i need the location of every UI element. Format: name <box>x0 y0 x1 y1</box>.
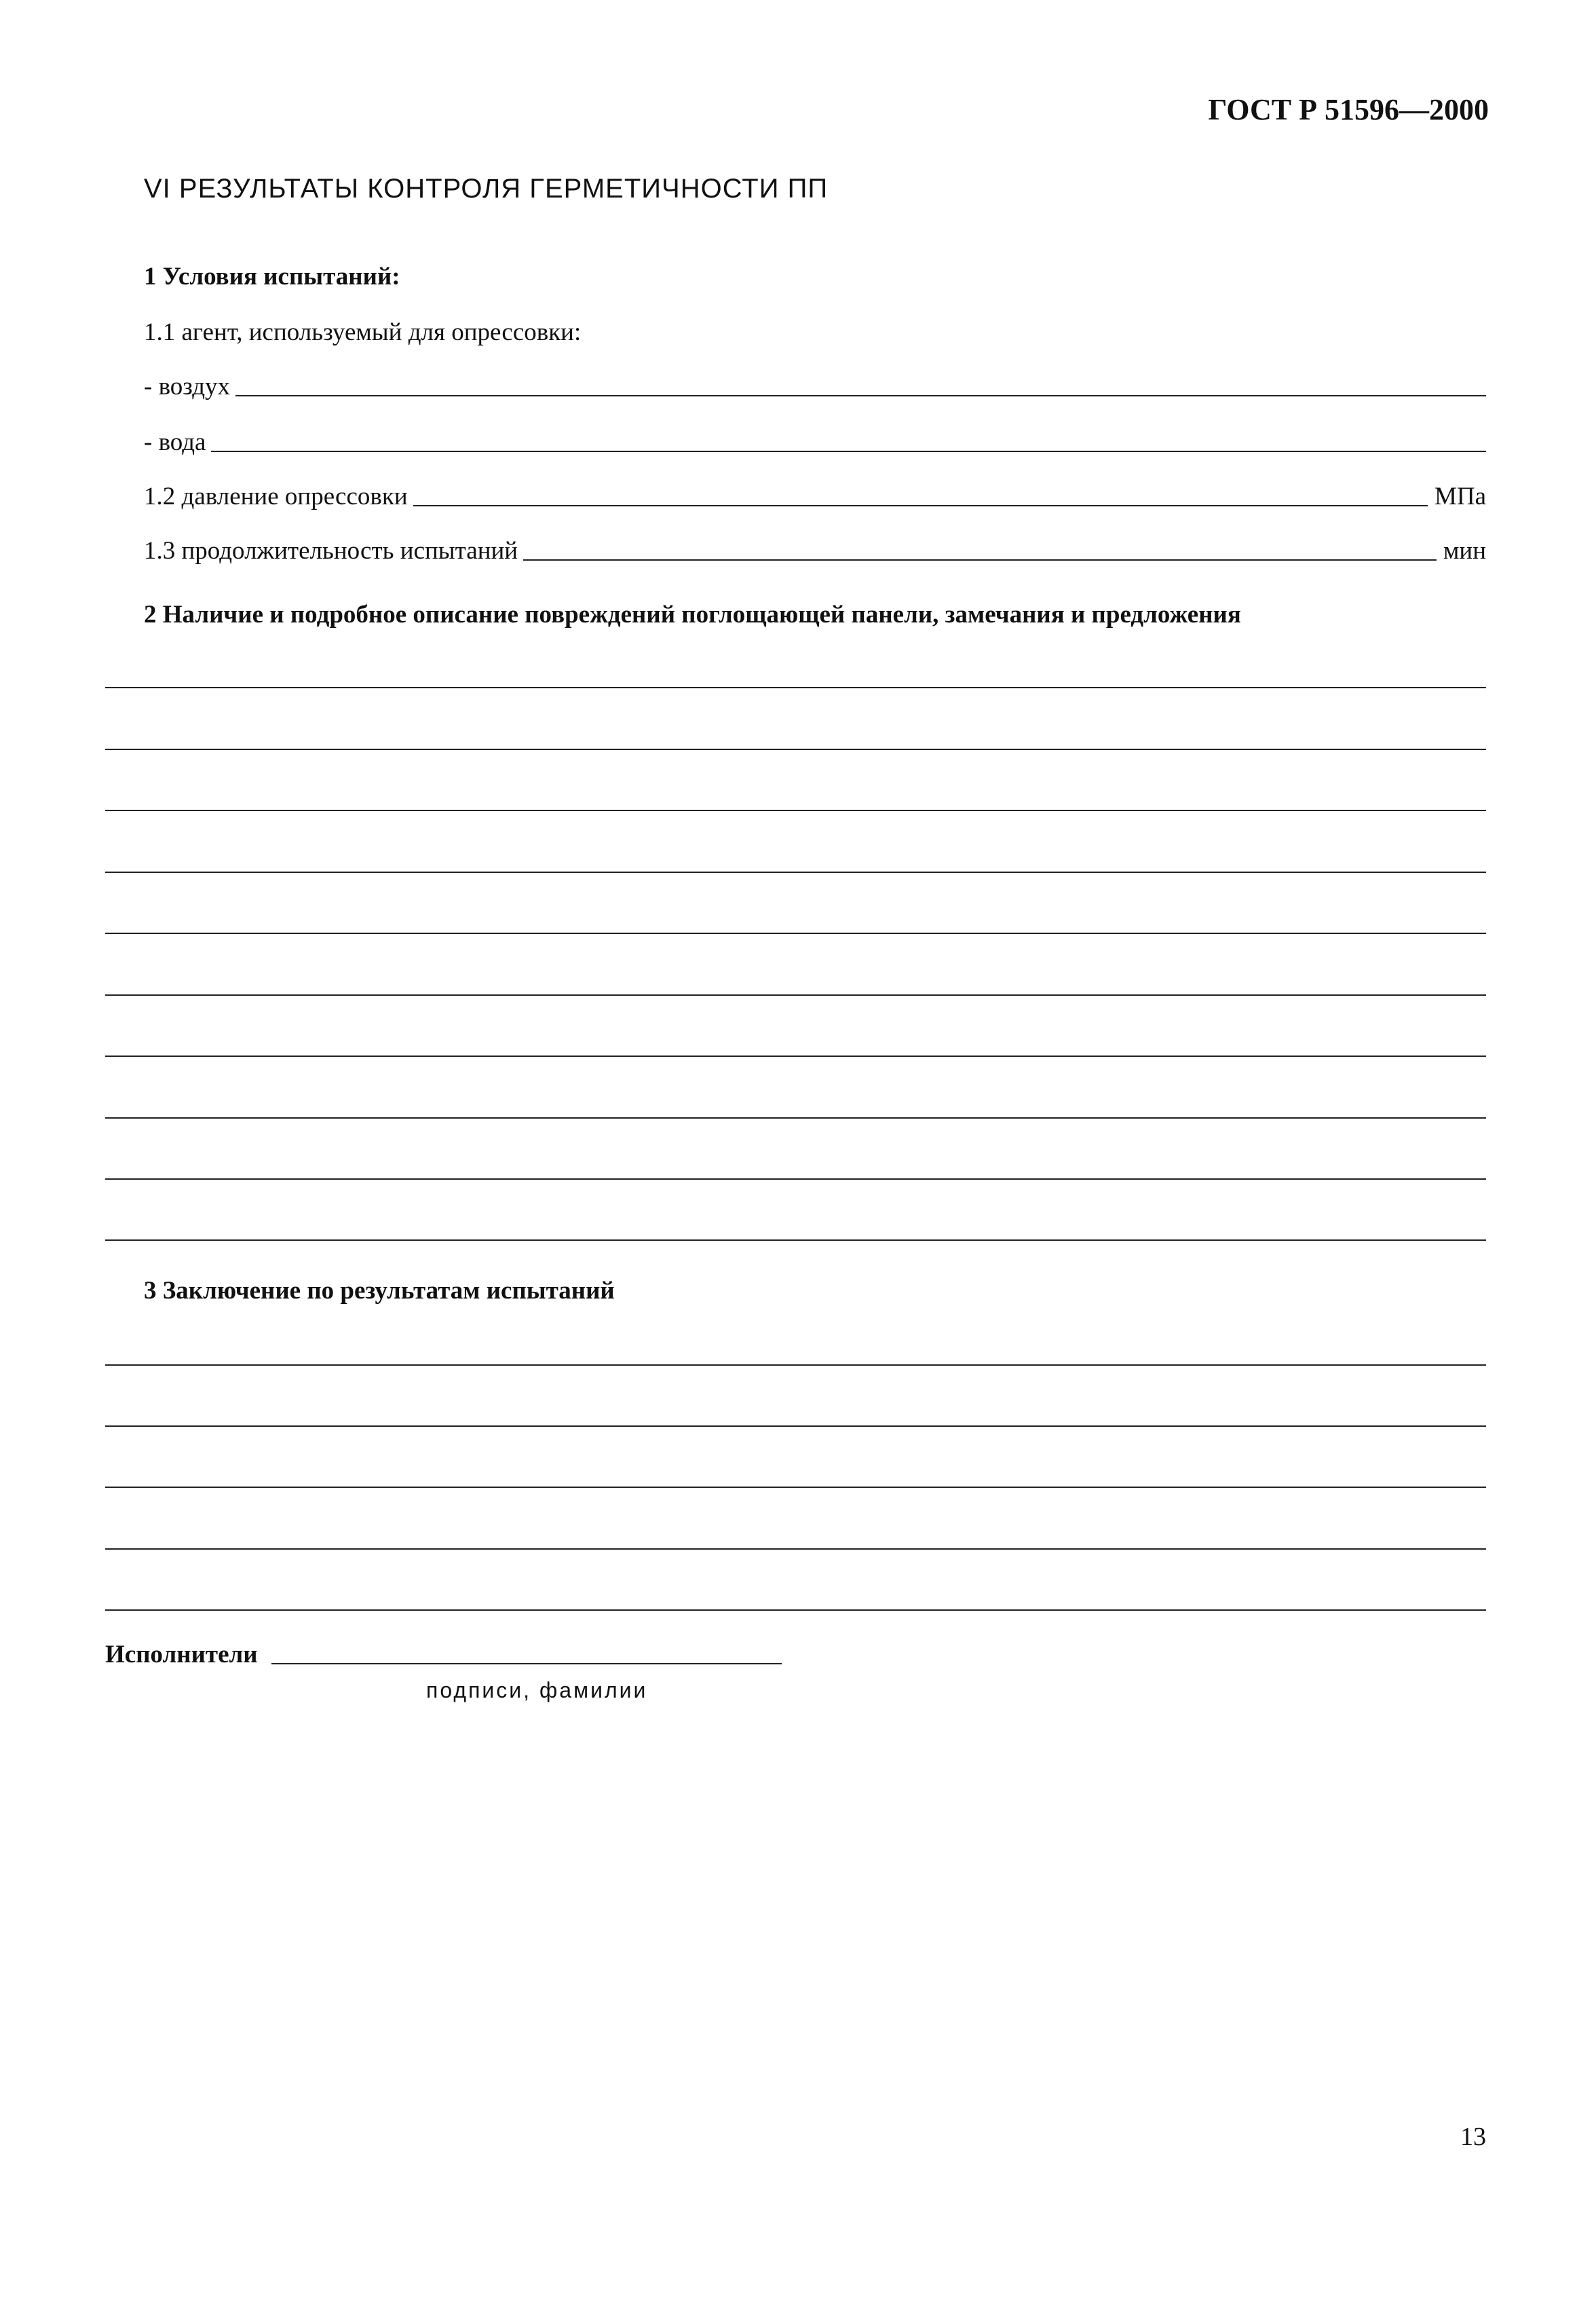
pressure-field[interactable] <box>144 482 1486 511</box>
damage-blank-line[interactable] <box>105 810 1486 811</box>
duration-unit: мин <box>1443 537 1486 565</box>
agent-label: 1.1 агент, используемый для опрессовки: <box>144 318 582 346</box>
air-blank-line[interactable] <box>235 394 1486 396</box>
duration-blank-line[interactable] <box>523 559 1437 561</box>
page-number: 13 <box>1460 2123 1486 2151</box>
section-title: VI РЕЗУЛЬТАТЫ КОНТРОЛЯ ГЕРМЕТИЧНОСТИ ПП <box>144 174 829 204</box>
damage-blank-line[interactable] <box>105 1056 1486 1057</box>
air-field[interactable] <box>144 372 1486 401</box>
conclusion-blank-line[interactable] <box>105 1487 1486 1488</box>
signature-caption: подписи, фамилии <box>426 1678 648 1702</box>
damage-blank-line[interactable] <box>105 1117 1486 1119</box>
damage-blank-line[interactable] <box>105 994 1486 996</box>
pressure-blank-line[interactable] <box>413 504 1428 506</box>
pressure-unit: МПа <box>1434 483 1486 510</box>
conclusion-blank-line[interactable] <box>105 1364 1486 1366</box>
damage-blank-line[interactable] <box>105 872 1486 873</box>
standard-code: ГОСТ Р 51596—2000 <box>1208 93 1489 126</box>
conclusion-heading: 3 Заключение по результатам испытаний <box>144 1277 615 1305</box>
executors-signature[interactable] <box>105 1640 782 1669</box>
conclusion-blank-line[interactable] <box>105 1548 1486 1550</box>
signature-line[interactable] <box>271 1663 782 1664</box>
conclusion-blank-line[interactable] <box>105 1425 1486 1427</box>
damage-blank-line[interactable] <box>105 933 1486 934</box>
damage-blank-line[interactable] <box>105 1239 1486 1241</box>
water-label: - вода <box>144 428 206 456</box>
water-field[interactable] <box>144 428 1486 457</box>
damage-blank-line[interactable] <box>105 1178 1486 1180</box>
executors-label: Исполнители <box>105 1641 258 1668</box>
damage-heading: 2 Наличие и подробное описание повреждений поглощающей панели, замечания и предложения <box>144 601 1241 629</box>
damage-blank-line[interactable] <box>105 749 1486 750</box>
duration-field[interactable] <box>144 536 1486 565</box>
water-blank-line[interactable] <box>211 450 1486 452</box>
conditions-heading: 1 Условия испытаний: <box>144 263 400 291</box>
pressure-label: 1.2 давление опрессовки <box>144 483 408 510</box>
conclusion-blank-line[interactable] <box>105 1609 1486 1611</box>
damage-blank-line[interactable] <box>105 687 1486 688</box>
duration-label: 1.3 продолжительность испытаний <box>144 537 518 565</box>
air-label: - воздух <box>144 373 231 400</box>
